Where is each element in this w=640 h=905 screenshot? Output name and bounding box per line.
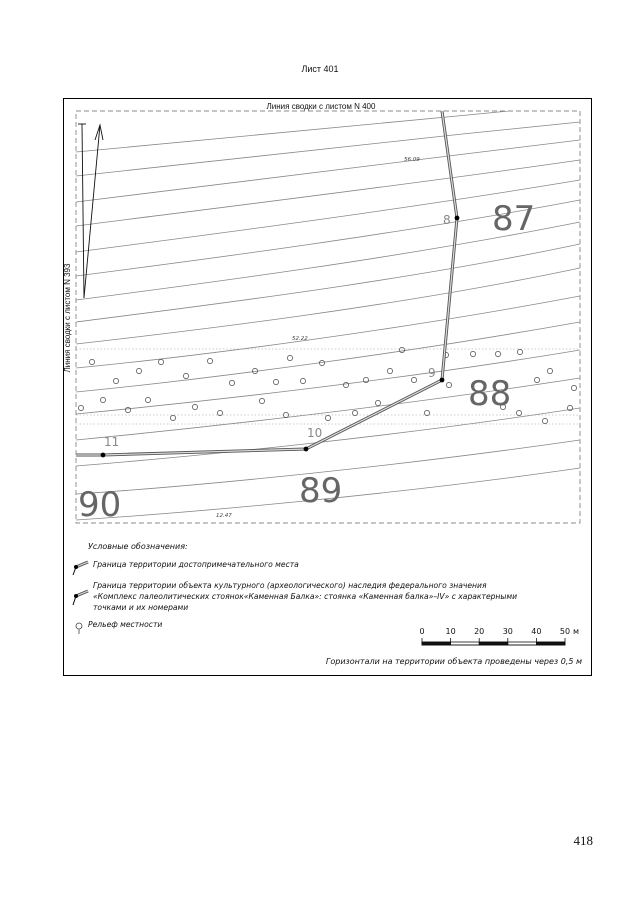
- scale-label-50: 50: [559, 627, 571, 636]
- point-label-9: 9: [428, 366, 436, 380]
- zone-label-88: 88: [468, 374, 512, 414]
- scale-label-30: 30: [502, 627, 513, 636]
- left-border-label: Линия сводки с листом N 393: [63, 263, 72, 373]
- contour-label-2: 52.22: [292, 336, 308, 342]
- scale-label-0: 0: [419, 627, 425, 636]
- contour-note: Горизонтали на территории объекта проведены через 0,5 м: [325, 657, 582, 666]
- heritage-boundary: [76, 111, 459, 457]
- scale-unit: м: [573, 627, 580, 636]
- legend-symbol-landmark: [73, 562, 88, 575]
- point-label-10: 10: [307, 426, 323, 440]
- scale-label-10: 10: [445, 627, 456, 636]
- scale-label-40: 40: [531, 627, 542, 636]
- scale-bar: [422, 638, 565, 645]
- legend-item-relief: Рельеф местности: [88, 620, 163, 629]
- legend-title: Условные обозначения:: [88, 542, 188, 551]
- contour-lines: [76, 104, 580, 520]
- legend-item-heritage-line3: точками и их номерами: [93, 603, 189, 612]
- legend-symbol-relief: [76, 623, 82, 634]
- scale-label-20: 20: [474, 627, 485, 636]
- legend-item-heritage-line1: Граница территории объекта культурного (археологического) наследия федерального значения: [93, 581, 487, 590]
- legend-symbol-heritage: [73, 591, 88, 605]
- page-number: 418: [573, 833, 593, 848]
- zone-label-87: 87: [492, 199, 536, 239]
- top-border-label: Линия сводки с листом N 400: [266, 102, 376, 111]
- zone-label-89: 89: [299, 471, 343, 511]
- legend-item-landmark: Граница территории достопримечательного места: [93, 560, 299, 569]
- contour-label-1: 56.09: [404, 157, 420, 163]
- map-boundary: [76, 111, 580, 523]
- zone-label-90: 90: [78, 485, 122, 525]
- point-label-8: 8: [443, 213, 451, 227]
- contour-label-3: 12.47: [216, 513, 232, 519]
- sheet-title: Лист 401: [301, 64, 339, 74]
- legend-item-heritage-line2: «Комплекс палеолитических стоянок«Каменная Балка»: стоянка «Каменная балка»–IV» с характерными: [93, 592, 518, 601]
- point-label-11: 11: [104, 435, 120, 449]
